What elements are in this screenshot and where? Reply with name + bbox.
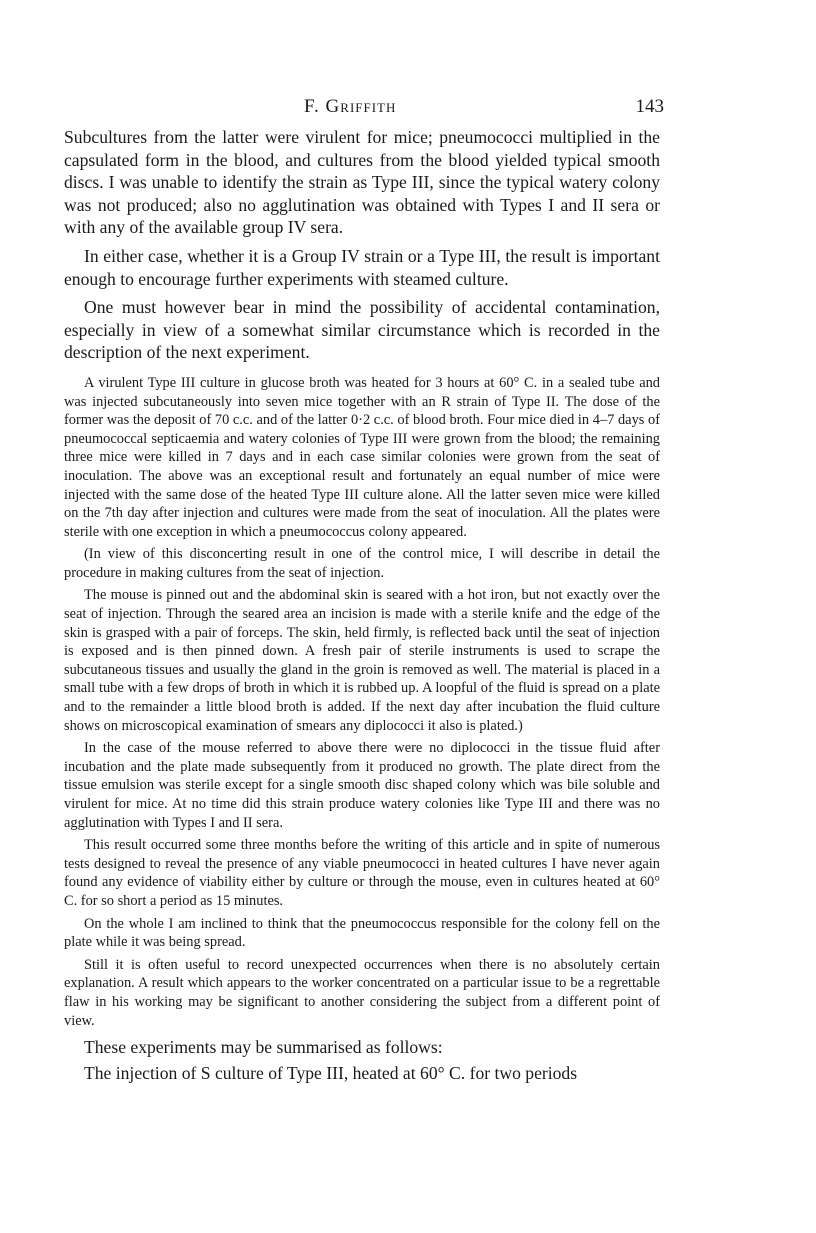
small-paragraph: Still it is often useful to record unexpected occurrences when there is no absolutely certain explanation. A result which appears to the worker concentrated on a particular issue to be a regrettable flaw in his working may be significant to another considering the subject from a different point of view. bbox=[64, 956, 660, 1029]
body-paragraph: Subcultures from the latter were virulent for mice; pneumococci multiplied in the capsulated form in the blood, and cultures from the blood yielded typical smooth discs. I was unable to identify the strain as Type III, since the typical watery colony was not produced; also no agglutination was obtained with Types I and II sera or with any of the available group IV sera. bbox=[64, 127, 660, 238]
body-paragraph: In either case, whether it is a Group IV strain or a Type III, the result is important enough to encourage further experiments with steamed culture. bbox=[64, 245, 660, 289]
body-paragraph: The injection of S culture of Type III, heated at 60° C. for two periods bbox=[84, 1062, 578, 1083]
page bbox=[64, 96, 664, 1087]
small-paragraph: This result occurred some three months before the writing of this article and in spite of numerous tests designed to reveal the presence of any viable pneumococci in heated cultures I have never again found any evidence of viability either by culture or through the mouse, even in cultures heated at 60° C. for so short a period as 15 minutes. bbox=[64, 837, 660, 909]
summary-section bbox=[64, 1036, 660, 1084]
running-title: F. Griffith bbox=[304, 96, 397, 117]
experiment-section bbox=[64, 374, 660, 1030]
running-header bbox=[64, 96, 664, 126]
small-paragraph: (In view of this disconcerting result in one of the control mice, I will describe in detail the procedure in making cultures from the seat of injection. bbox=[64, 546, 660, 581]
small-paragraph: In the case of the mouse referred to above there were no diplococci in the tissue fluid after incubation and the plate made subsequently from it produced no growth. The plate direct from the tissue emulsion was sterile except for a single smooth disc shaped colony which was bile soluble and virulent for mice. At no time did this strain produce watery colonies like Type III and there was no agglutination with Types I and II sera. bbox=[64, 740, 660, 831]
body-paragraph: These experiments may be summarised as follows: bbox=[84, 1037, 443, 1058]
small-paragraph: A virulent Type III culture in glucose broth was heated for 3 hours at 60° C. in a sealed tube and was injected subcutaneously into seven mice together with an R strain of Type II. The dose of the former was the deposit of 70 c.c. and of the latter 0·2 c.c. of blood broth. Four mice died in 4–7 days of pneumococcal septicaemia and watery colonies of Type III were grown from the blood; the remaining three mice were killed in 7 days and in each case similar colonies were grown from the seat of inoculation. The above was an exceptional result and fortunately an equal number of mice were injected with the same dose of the heated Type III culture alone. All the latter seven mice were killed on the 7th day after injection and cultures were made from the seat of inoculation. All the plates were sterile with one exception in which a pneumococcus colony appeared. bbox=[64, 374, 660, 540]
small-paragraph: The mouse is pinned out and the abdominal skin is seared with a hot iron, but not exactly over the seat of injection. Through the seared area an incision is made with a sterile knife and the edge of the skin is grasped with a pair of forceps. The skin, held firmly, is reflected back until the seat of injection is exposed and is then pinned down. A fresh pair of sterile instruments is used to scrape the subcutaneous tissues and usually the gland in the groin is removed as well. The material is placed in a small tube with a few drops of broth in which it is rubbed up. A loopful of the fluid is spread on a plate and to the remainder a little blood broth is added. If the next day after incubation the fluid culture shows on microscopical examination of smears any diplococci it also is plated.) bbox=[64, 587, 660, 734]
intro-section bbox=[64, 126, 660, 364]
page-number: 143 bbox=[635, 96, 664, 117]
small-paragraph: On the whole I am inclined to think that the pneumococcus responsible for the colony fell on the plate while it was being spread. bbox=[64, 915, 660, 951]
body-paragraph: One must however bear in mind the possibility of accidental contamination, especially in view of a somewhat similar circumstance which is recorded in the description of the next experiment. bbox=[64, 297, 660, 363]
